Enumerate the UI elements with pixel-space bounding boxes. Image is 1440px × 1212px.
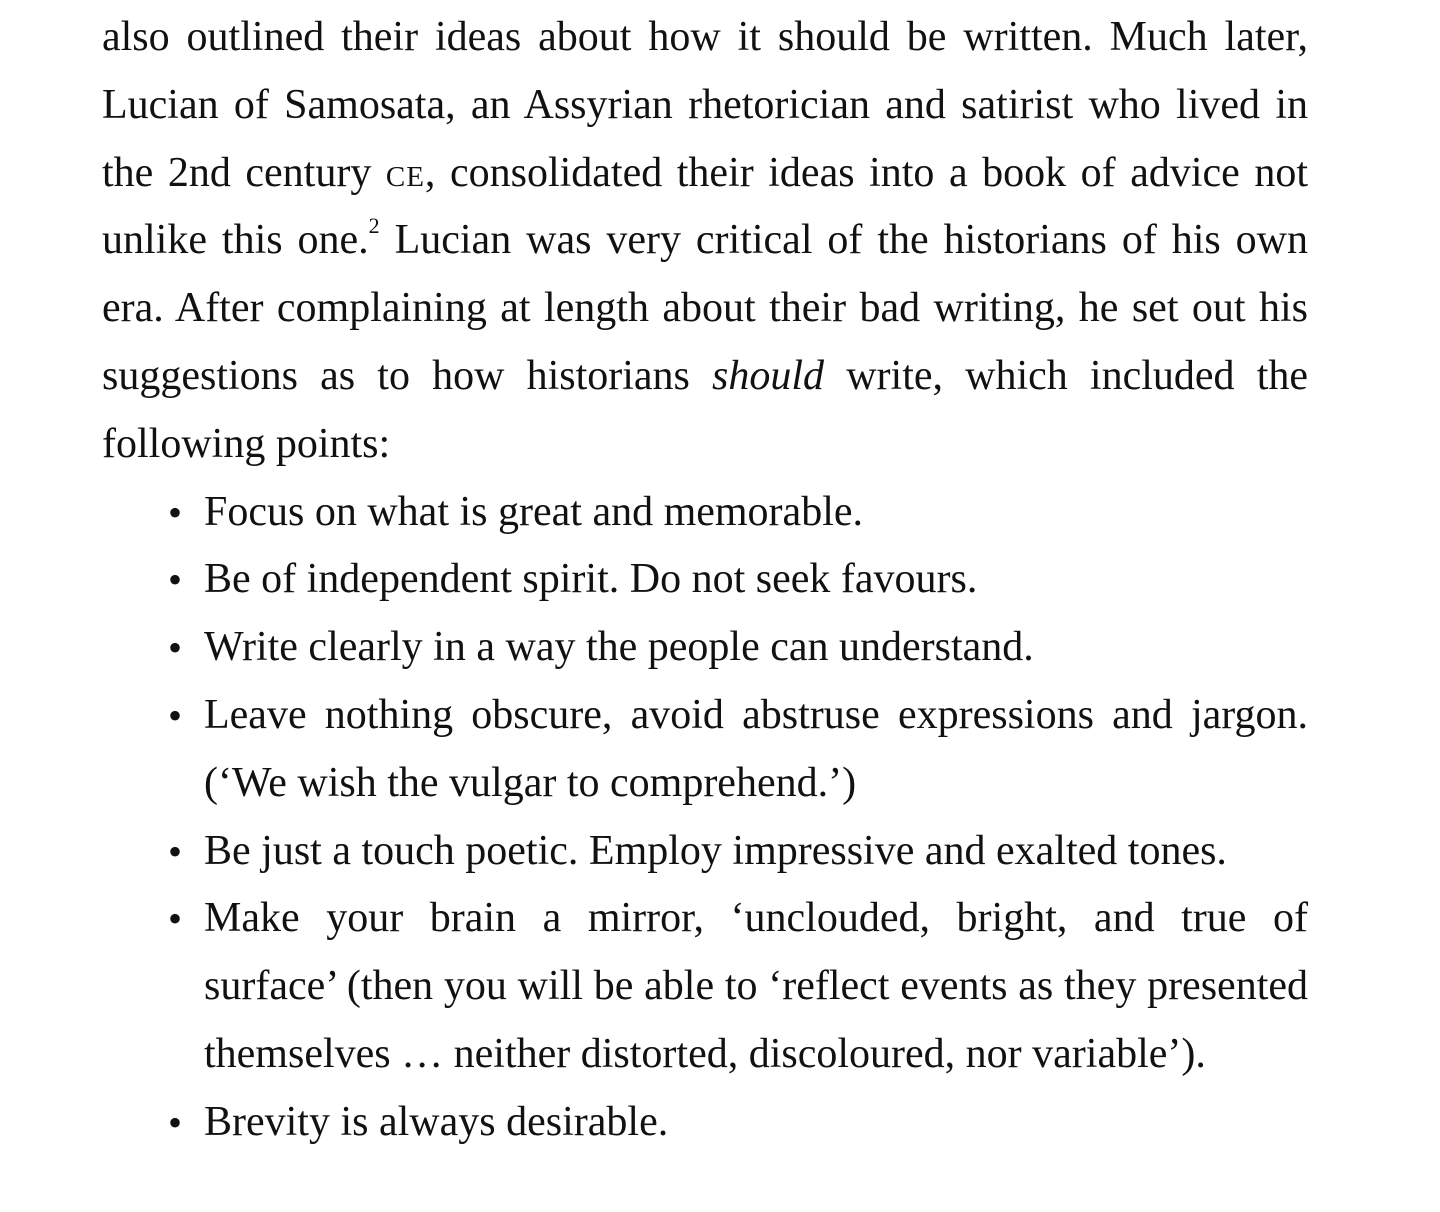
list-item (168, 614, 1308, 682)
list-item-text: Focus on what is great and memorable. (204, 488, 863, 535)
list-item (168, 479, 1308, 547)
advice-list (102, 479, 1308, 1157)
list-item (168, 546, 1308, 614)
list-item-text: Be just a touch poetic. Employ impressive and exalted tones. (204, 827, 1227, 874)
bullet-icon: • (168, 489, 183, 535)
footnote-reference[interactable]: 2 (368, 213, 380, 239)
paragraph-text-2: , consolidated their ideas into a book of advice not unlike this one. (102, 149, 1308, 264)
paragraph-text-1: also outlined their ideas about how it should be written. Much later, Lucian of Samosata, an Assyrian rhetorician and satirist who lived in the 2nd century (102, 14, 1308, 196)
body-paragraph (102, 4, 1308, 479)
bullet-icon: • (168, 692, 183, 738)
list-item (168, 682, 1308, 818)
bullet-icon: • (168, 828, 183, 874)
bullet-icon: • (168, 557, 183, 603)
list-item-text: Be of independent spirit. Do not seek favours. (204, 556, 978, 603)
list-item (168, 818, 1308, 886)
paragraph-text-3: Lucian was very critical of the historians of his own era. After complaining at length about their bad writing, he set out his suggestions as to how historians (102, 217, 1308, 399)
list-item-text: Leave nothing obscure, avoid abstruse expressions and jargon. (‘We wish the vulgar to comprehend.’) (204, 691, 1308, 806)
list-item-text: Write clearly in a way the people can understand. (204, 624, 1034, 671)
paragraph-text-4: write, which included the following points: (102, 352, 1309, 467)
list-item (168, 885, 1308, 1088)
list-item-text: Make your brain a mirror, ‘unclouded, bright, and true of surface’ (then you will be able to ‘reflect events as they presented themselves … neither distorted, discoloured, nor variable’). (204, 895, 1308, 1077)
era-abbreviation: ce (385, 149, 425, 196)
bullet-icon: • (168, 1099, 183, 1145)
bullet-icon: • (168, 896, 183, 942)
document-page (102, 4, 1308, 1157)
list-item-text: Brevity is always desirable. (204, 1098, 669, 1145)
bullet-icon: • (168, 625, 183, 671)
emphasized-word: should (712, 352, 825, 399)
list-item (168, 1089, 1308, 1157)
